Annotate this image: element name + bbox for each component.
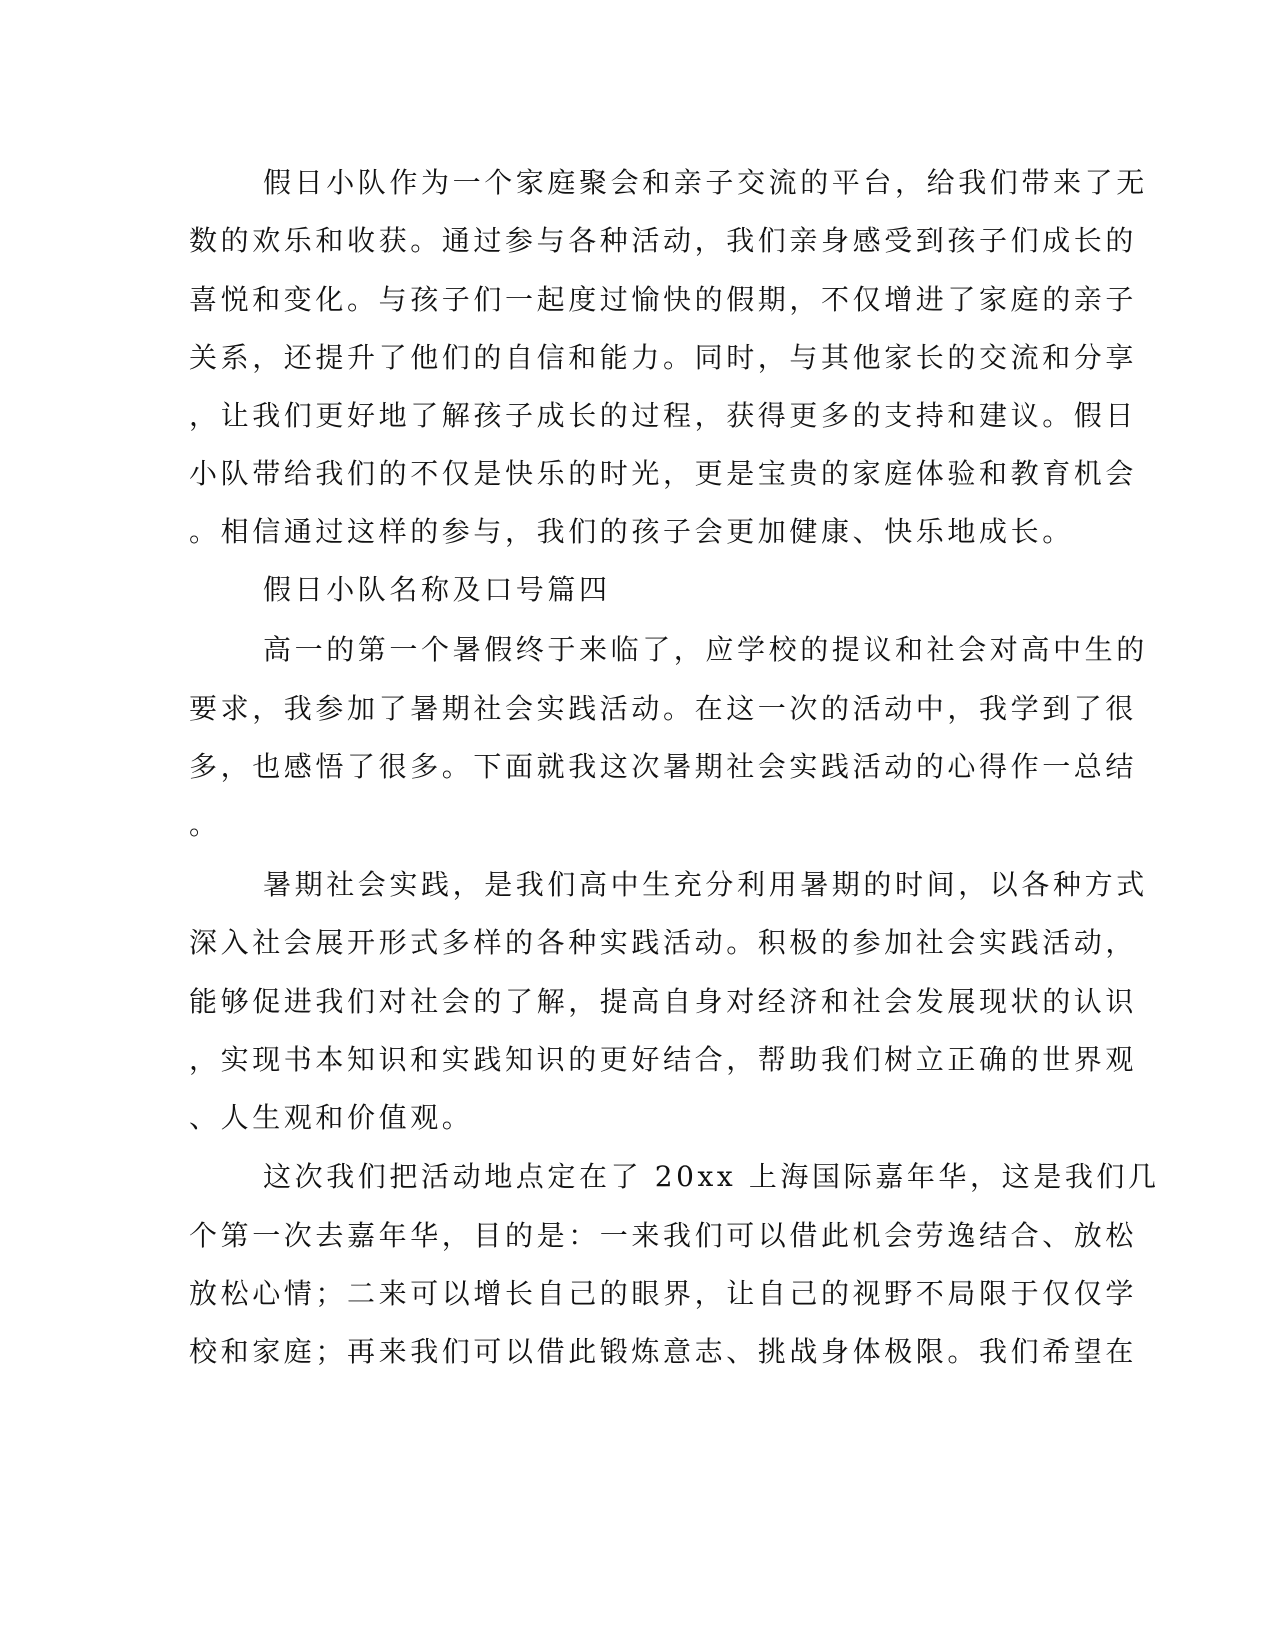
paragraph-1-line-4: 关系，还提升了他们的自信和能力。同时，与其他家长的交流和分享 — [189, 341, 1138, 374]
paragraph-1-line-7: 。相信通过这样的参与，我们的孩子会更加健康、快乐地成长。 — [189, 515, 1074, 548]
paragraph-4-line-1: 这次我们把活动地点定在了 20xx 上海国际嘉年华，这是我们几 — [263, 1160, 1160, 1193]
paragraph-1-line-6: 小队带给我们的不仅是快乐的时光，更是宝贵的家庭体验和教育机会 — [189, 457, 1138, 490]
section-heading: 假日小队名称及口号篇四 — [263, 573, 611, 606]
paragraph-3-line-5: 、人生观和价值观。 — [189, 1101, 474, 1134]
paragraph-1-line-5: ，让我们更好地了解孩子成长的过程，获得更多的支持和建议。假日 — [189, 399, 1138, 432]
paragraph-4-line-3: 放松心情；二来可以增长自己的眼界，让自己的视野不局限于仅仅学 — [189, 1277, 1138, 1310]
paragraph-2-line-2: 要求，我参加了暑期社会实践活动。在这一次的活动中，我学到了很 — [189, 692, 1138, 725]
paragraph-1-line-2: 数的欢乐和收获。通过参与各种活动，我们亲身感受到孩子们成长的 — [189, 224, 1138, 257]
paragraph-4-line-2: 个第一次去嘉年华，目的是：一来我们可以借此机会劳逸结合、放松 — [189, 1219, 1138, 1252]
paragraph-2-line-4: 。 — [189, 808, 221, 841]
paragraph-2-line-1: 高一的第一个暑假终于来临了，应学校的提议和社会对高中生的 — [263, 633, 1148, 666]
paragraph-3-line-2: 深入社会展开形式多样的各种实践活动。积极的参加社会实践活动， — [189, 926, 1138, 959]
paragraph-3-line-1: 暑期社会实践，是我们高中生充分利用暑期的时间，以各种方式 — [263, 868, 1148, 901]
paragraph-2-line-3: 多，也感悟了很多。下面就我这次暑期社会实践活动的心得作一总结 — [189, 750, 1138, 783]
paragraph-1-line-1: 假日小队作为一个家庭聚会和亲子交流的平台，给我们带来了无 — [263, 166, 1148, 199]
paragraph-1-line-3: 喜悦和变化。与孩子们一起度过愉快的假期，不仅增进了家庭的亲子 — [189, 283, 1138, 316]
paragraph-3-line-4: ，实现书本知识和实践知识的更好结合，帮助我们树立正确的世界观 — [189, 1043, 1138, 1076]
paragraph-3-line-3: 能够促进我们对社会的了解，提高自身对经济和社会发展现状的认识 — [189, 985, 1138, 1018]
paragraph-4-line-4: 校和家庭；再来我们可以借此锻炼意志、挑战身体极限。我们希望在 — [189, 1335, 1138, 1368]
